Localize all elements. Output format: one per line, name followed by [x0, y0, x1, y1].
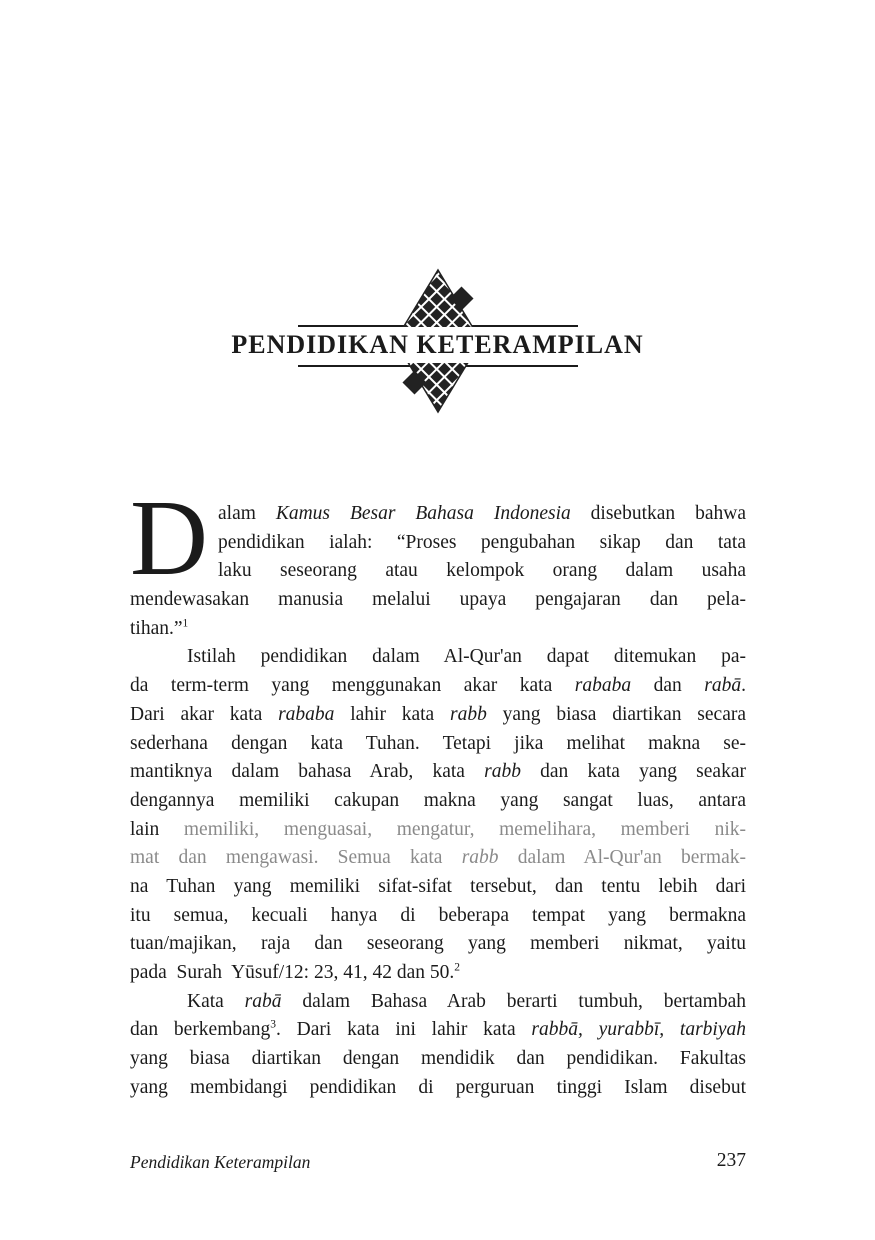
text-run: disebutkan bahwa: [570, 503, 746, 524]
footnote-ref-1: 1: [182, 617, 189, 630]
text-run: dan berkembang: [130, 1019, 271, 1041]
text-run: dan: [631, 675, 705, 697]
body-text: [130, 479, 746, 1102]
page-number: 237: [716, 1150, 746, 1171]
text-run: tihan.”: [130, 617, 183, 639]
paragraph-1: [130, 479, 746, 643]
running-footer-book-title: Pendidikan Keterampilan: [130, 1152, 311, 1172]
text-run: Istilah pendidikan dalam Al-Qur'an dapat ditemukan pa-: [187, 646, 746, 668]
text-run: tuan/majikan, raja dan seseorang yang memberi nikmat, yaitu: [130, 933, 746, 955]
text-run: na Tuhan yang memiliki sifat-sifat tersebut, dan tentu lebih dari: [130, 875, 746, 897]
text-run: sederhana dengan kata Tuhan. Tetapi jika melihat makna se-: [130, 732, 746, 754]
text-run: . Dari kata ini lahir kata: [276, 1019, 532, 1041]
paragraph-3: [130, 988, 746, 1103]
text-line: [130, 529, 746, 558]
chapter-heading: [0, 264, 875, 434]
text-line: [130, 930, 746, 959]
text-run: dengannya memiliki cakupan makna yang sangat luas, antara: [130, 789, 746, 811]
text-line: [130, 1016, 746, 1045]
text-run: laku seseorang atau kelompok orang dalam usaha: [218, 560, 746, 582]
text-line: [130, 873, 746, 902]
footnote-ref-3: 3: [270, 1018, 277, 1031]
text-line: [130, 1074, 746, 1103]
italic-term: rababa: [574, 675, 632, 697]
text-run: mendewasakan manusia melalui upaya pengajaran dan pela-: [130, 589, 746, 611]
text-line: [130, 701, 746, 730]
drop-cap: D: [130, 479, 208, 598]
text-line: [130, 586, 746, 615]
faded-text-run: dalam Al-Qur'an bermak-: [498, 847, 746, 869]
text-line: [130, 500, 746, 529]
italic-term: Kamus Besar Bahasa Indonesia: [275, 503, 571, 524]
italic-term: rabā: [704, 675, 742, 697]
text-run: .: [741, 675, 746, 697]
text-run: pada Surah Yūsuf/12: 23, 41, 42 dan 50.: [130, 962, 455, 983]
text-run: yang membidangi pendidikan di perguruan tinggi Islam disebut: [130, 1076, 746, 1098]
text-line: [130, 643, 746, 672]
text-line: [130, 730, 746, 759]
text-line: [130, 787, 746, 816]
text-line: [130, 902, 746, 931]
text-run: lahir kata: [334, 703, 450, 725]
text-line: [130, 988, 746, 1017]
text-run: Kata: [187, 990, 245, 1012]
text-line: [130, 758, 746, 787]
text-run: pendidikan ialah: “Proses pengubahan sikap dan tata: [218, 531, 746, 553]
footnote-ref-2: 2: [454, 961, 460, 974]
italic-term: rabb: [484, 761, 521, 783]
faded-italic-term: rabb: [461, 847, 499, 869]
text-line: [130, 816, 746, 845]
text-run: alam: [218, 503, 276, 524]
paragraph-2: [130, 643, 746, 987]
faded-text-run: mat dan mengawasi. Semua kata: [130, 847, 462, 869]
chapter-title: PENDIDIKAN KETERAMPILAN: [215, 327, 659, 363]
italic-term: rabb: [450, 703, 487, 725]
italic-term: rabā: [244, 990, 282, 1012]
text-line: [130, 1045, 746, 1074]
text-line: [130, 557, 746, 586]
text-line: [130, 959, 746, 988]
italic-term: rababa: [278, 703, 335, 725]
text-line: [130, 615, 746, 644]
text-run: dalam Bahasa Arab berarti tumbuh, bertambah: [281, 990, 746, 1012]
text-run: mantiknya dalam bahasa Arab, kata: [130, 761, 485, 783]
text-run: yang biasa diartikan dengan mendidik dan pendidikan. Fakultas: [130, 1048, 746, 1070]
text-run: dan kata yang seakar: [520, 761, 746, 783]
text-line: [130, 672, 746, 701]
text-run: itu semua, kecuali hanya di beberapa tempat yang bermakna: [130, 904, 746, 926]
text-line: [130, 844, 746, 873]
italic-term: rabbā, yurabbī, tarbiyah: [531, 1019, 746, 1041]
text-run: yang biasa diartikan secara: [486, 703, 746, 725]
text-run: da term-term yang menggunakan akar kata: [130, 675, 575, 697]
faded-text-run: memiliki, menguasai, mengatur, memelihara, memberi nik-: [183, 818, 746, 840]
text-run: lain: [130, 818, 184, 840]
text-run: Dari akar kata: [130, 703, 279, 725]
